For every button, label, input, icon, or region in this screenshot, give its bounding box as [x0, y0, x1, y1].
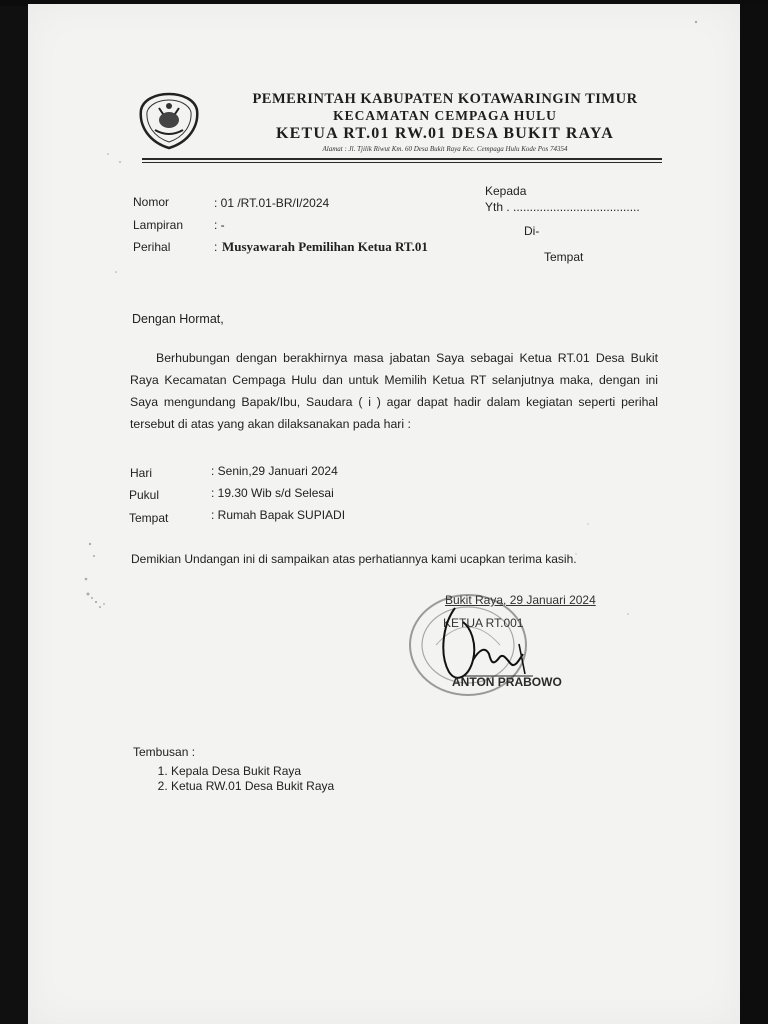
scan-edge-right — [740, 0, 768, 1024]
signature-position: KETUA RT.001 — [443, 616, 524, 630]
hari-label: Hari — [130, 466, 153, 480]
list-item: 1. Kepala Desa Bukit Raya — [171, 764, 334, 779]
tempat-label: Tempat — [129, 511, 169, 525]
lampiran-value: : - — [214, 218, 225, 232]
recipient-yth: Yth . ...................................... — [485, 200, 640, 214]
letterhead-rt: KETUA RT.01 RW.01 DESA BUKIT RAYA — [276, 125, 614, 142]
scan-edge-left — [0, 0, 28, 1024]
signature-name: ANTON PRABOWO — [452, 675, 562, 689]
perihal-label: Perihal — [133, 240, 171, 254]
letterhead-divider — [142, 158, 662, 160]
letterhead — [210, 90, 680, 154]
recipient-kepada: Kepada — [485, 184, 527, 198]
body-paragraph — [130, 347, 658, 435]
nomor-value: : 01 /RT.01-BR/I/2024 — [214, 196, 330, 210]
perihal-colon: : — [214, 240, 218, 254]
letterhead-address: Alamat : Jl. Tjilik Riwut Km. 60 Desa Bukit Raya Kec. Cempaga Hulu Kode Pos 74354 — [322, 145, 568, 153]
letter-page — [28, 4, 740, 1024]
closing-text: Demikian Undangan ini di sampaikan atas perhatiannya kami ucapkan terima kasih. — [131, 552, 577, 566]
hari-value: : Senin,29 Januari 2024 — [211, 464, 338, 478]
handwritten-signature — [433, 604, 553, 686]
letterhead-divider-thin — [142, 162, 662, 163]
perihal-value: Musyawarah Pemilihan Ketua RT.01 — [222, 239, 428, 254]
tembusan-section — [133, 745, 334, 794]
letterhead-government: PEMERINTAH KABUPATEN KOTAWARINGIN TIMUR — [252, 91, 638, 107]
list-item: 2. Ketua RW.01 Desa Bukit Raya — [171, 779, 334, 794]
greeting: Dengan Hormat, — [132, 312, 224, 326]
pukul-value: : 19.30 Wib s/d Selesai — [211, 486, 334, 500]
pukul-label: Pukul — [129, 488, 160, 502]
regency-coat-of-arms-icon — [137, 90, 201, 152]
letterhead-district: KECAMATAN CEMPAGA HULU — [333, 108, 557, 123]
recipient-tempat: Tempat — [544, 250, 584, 264]
tembusan-title: Tembusan : — [133, 745, 196, 759]
nomor-label: Nomor — [133, 195, 170, 209]
recipient-di: Di- — [524, 224, 540, 238]
body-text: Berhubungan dengan berakhirnya masa jabatan Saya sebagai Ketua RT.01 Desa Bukit Raya Kecamatan Cempaga Hulu dan untuk Memilih Ketua RT selanjutnya maka, dengan ini Saya mengundang Bapak/Ibu, Saudara ( i ) agar dapat hadir dalam kegiatan seperti perihal tersebut di atas yang akan dilaksanakan pada hari : — [130, 351, 658, 431]
signature-place-date: Bukit Raya, 29 Januari 2024 — [445, 593, 596, 607]
tembusan-list — [133, 764, 334, 794]
tempat-value: : Rumah Bapak SUPIADI — [211, 508, 346, 522]
lampiran-label: Lampiran — [133, 218, 184, 232]
